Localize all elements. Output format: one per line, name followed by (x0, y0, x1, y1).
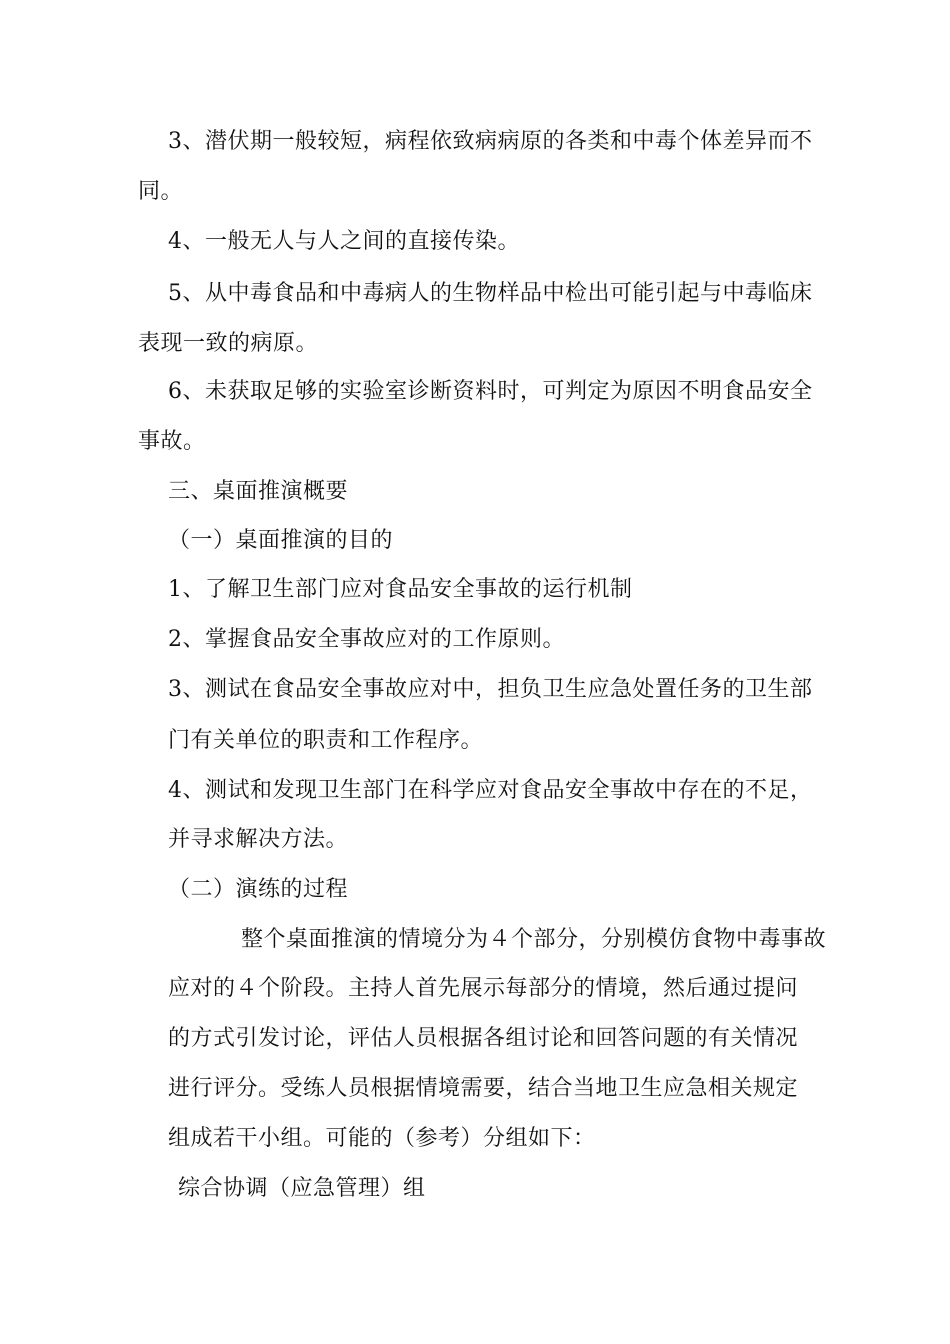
paragraph-line: 3、测试在食品安全事故应对中，担负卫生应急处置任务的卫生部 (168, 677, 813, 702)
paragraph-line: 4、测试和发现卫生部门在科学应对食品安全事故中存在的不足， (168, 778, 813, 803)
paragraph-line: 整个桌面推演的情境分为４个部分，分别模仿食物中毒事故 (241, 927, 827, 952)
paragraph-line: 3、潜伏期一般较短，病程依致病病原的各类和中毒个体差异而不 (168, 129, 813, 154)
subsection-heading: （一）桌面推演的目的 (168, 528, 394, 553)
paragraph-line: 并寻求解决方法。 (168, 827, 349, 852)
subsection-heading: （二）演练的过程 (168, 877, 349, 902)
paragraph-line: 的方式引发讨论，评估人员根据各组讨论和回答问题的有关情况 (168, 1026, 799, 1051)
section-heading: 三、桌面推演概要 (168, 479, 349, 504)
paragraph-line: 应对的４个阶段。主持人首先展示每部分的情境，然后通过提问 (168, 976, 799, 1001)
paragraph-line: 同。 (138, 179, 184, 204)
paragraph-line: 表现一致的病原。 (138, 331, 319, 356)
paragraph-line: 事故。 (138, 429, 206, 454)
paragraph-line: 6、未获取足够的实验室诊断资料时，可判定为原因不明食品安全 (168, 379, 813, 404)
paragraph-line: 4、一般无人与人之间的直接传染。 (168, 229, 520, 254)
paragraph-line: 1、了解卫生部门应对食品安全事故的运行机制 (168, 577, 633, 602)
paragraph-line: 综合协调（应急管理）组 (178, 1176, 426, 1201)
paragraph-line: 组成若干小组。可能的（参考）分组如下： (168, 1126, 596, 1151)
paragraph-line: 门有关单位的职责和工作程序。 (168, 728, 484, 753)
paragraph-line: 5、从中毒食品和中毒病人的生物样品中检出可能引起与中毒临床 (168, 281, 813, 306)
paragraph-line: 2、掌握食品安全事故应对的工作原则。 (168, 627, 565, 652)
paragraph-line: 进行评分。受练人员根据情境需要，结合当地卫生应急相关规定 (168, 1076, 799, 1101)
